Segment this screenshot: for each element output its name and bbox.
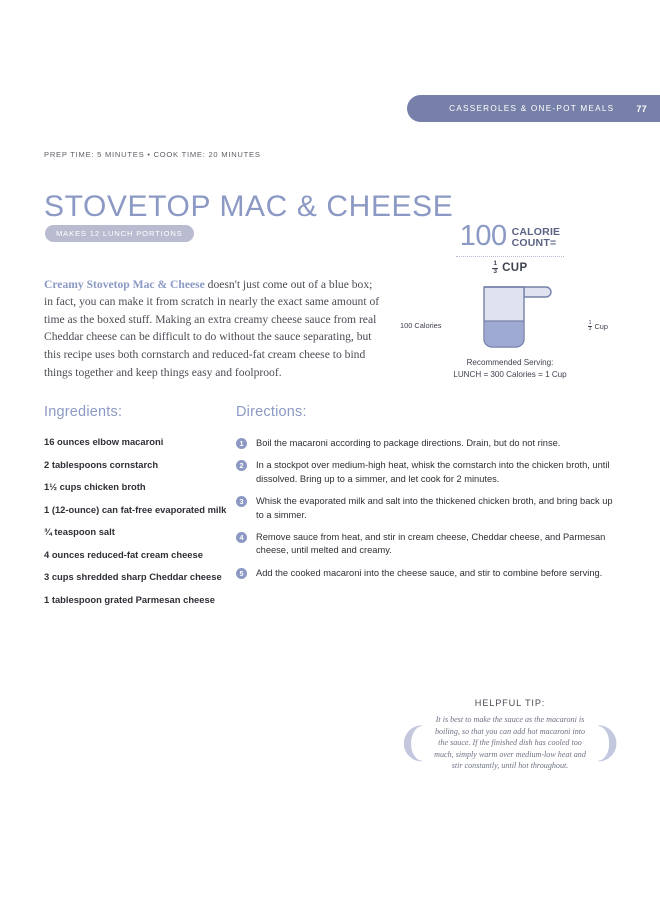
step-text: Remove sauce from heat, and stir in cream cheese, Cheddar cheese, and Parmesan cheese, until melted and creamy. <box>256 532 606 556</box>
step-number-badge: 3 <box>236 496 247 507</box>
cup-label-unit: Cup <box>594 322 608 332</box>
measuring-cup-diagram <box>398 281 622 353</box>
helpful-tip-heading: HELPFUL TIP: <box>474 698 546 708</box>
helpful-tip-text: It is best to make the sauce as the macaroni is boiling, so that you can add hot macaroni into the sauce. If the finished dish has cooled too much, simply warm over medium-low heat and stir constantly, until hot throughout. <box>434 715 586 771</box>
calorie-count-number: 100 <box>459 220 507 252</box>
dotted-divider <box>456 256 564 257</box>
serving-size-label <box>398 261 622 275</box>
ingredients-section <box>44 404 229 616</box>
list-item: 1½ cups chicken broth <box>44 481 146 492</box>
recipe-intro-body: doesn't just come out of a blue box; in fact, you can make it from scratch in nearly the exact same amount of time as the boxed stuff. Making an extra creamy cheese sauce from real Cheddar cheese can be difficult to do without the sauce separating, but this recipe uses both cornstarch and reduced-fat cream cheese to bind things together and keep things easy and foolproof. <box>44 277 380 379</box>
serving-fraction-denominator: 3 <box>493 267 498 275</box>
step-text: In a stockpot over medium-high heat, whisk the cornstarch into the chicken broth, until dissolved. Bring up to a simmer, and let cook for 2 minutes. <box>256 460 610 484</box>
prep-cook-time: PREP TIME: 5 MINUTES • COOK TIME: 20 MINUTES <box>44 150 261 159</box>
recipe-title: STOVETOP MAC & CHEESE <box>44 190 454 224</box>
list-item: 1 (12-ounce) can fat-free evaporated milk <box>44 503 227 515</box>
serving-fraction <box>492 261 498 275</box>
list-item: 3 cups shredded sharp Cheddar cheese <box>44 571 222 582</box>
ingredients-list <box>44 436 229 606</box>
step-text: Boil the macaroni according to package directions. Drain, but do not rinse. <box>256 438 561 448</box>
measuring-cup-icon <box>462 281 558 353</box>
cup-label-fraction <box>588 321 593 332</box>
portions-badge: MAKES 12 LUNCH PORTIONS <box>45 225 194 242</box>
calorie-count-header <box>398 222 622 251</box>
step-number-badge: 1 <box>236 438 247 449</box>
list-item: 2 tablespoons cornstarch <box>44 458 159 470</box>
step-text: Whisk the evaporated milk and salt into the thickened chicken broth, and bring back up to a simmer. <box>256 496 613 520</box>
list-item <box>236 567 616 580</box>
page-number: 77 <box>636 103 647 114</box>
cup-label-fraction-numerator: 1 <box>588 320 592 327</box>
calorie-count-word-line1: CALORIE <box>511 226 561 238</box>
recommended-serving-line2: LUNCH = 300 Calories = 1 Cup <box>453 369 567 379</box>
section-title: CASSEROLES & ONE-POT MEALS <box>449 104 615 113</box>
directions-list <box>236 437 616 580</box>
cup-label-fraction-denominator: 3 <box>588 326 592 333</box>
recipe-intro <box>44 276 382 382</box>
calorie-count-words <box>512 225 561 248</box>
ingredients-heading: Ingredients: <box>44 404 123 420</box>
list-item: 1 tablespoon grated Parmesan cheese <box>44 593 215 605</box>
list-item <box>236 495 616 522</box>
directions-heading: Directions: <box>236 404 307 420</box>
helpful-tip-block <box>396 698 624 772</box>
list-item <box>236 437 616 450</box>
step-text: Add the cooked macaroni into the cheese sauce, and stir to combine before serving. <box>256 567 603 578</box>
section-header-banner <box>407 95 660 122</box>
calorie-count-infographic <box>398 222 622 390</box>
recommended-serving <box>398 357 622 380</box>
list-item: 4 ounces reduced-fat cream cheese <box>44 548 203 560</box>
step-number-badge: 5 <box>236 568 247 579</box>
list-item: ¾ teaspoon salt <box>44 526 115 537</box>
right-bracket-icon: ❩ <box>590 719 624 765</box>
list-item <box>236 531 616 558</box>
helpful-tip-body <box>396 714 624 772</box>
recipe-intro-lead: Creamy Stovetop Mac & Cheese <box>44 277 205 291</box>
directions-section <box>236 404 616 589</box>
step-number-badge: 2 <box>236 460 247 471</box>
calorie-count-word-line2: COUNT= <box>511 236 557 249</box>
step-number-badge: 4 <box>236 532 247 543</box>
serving-unit: CUP <box>502 262 528 275</box>
cup-label-calories: 100 Calories <box>400 321 442 331</box>
recommended-serving-line1: Recommended Serving: <box>466 358 554 368</box>
list-item: 16 ounces elbow macaroni <box>44 436 164 447</box>
serving-fraction-numerator: 1 <box>493 260 498 267</box>
cup-label-volume <box>588 321 608 332</box>
left-bracket-icon: ❨ <box>396 719 430 765</box>
list-item <box>236 459 616 486</box>
